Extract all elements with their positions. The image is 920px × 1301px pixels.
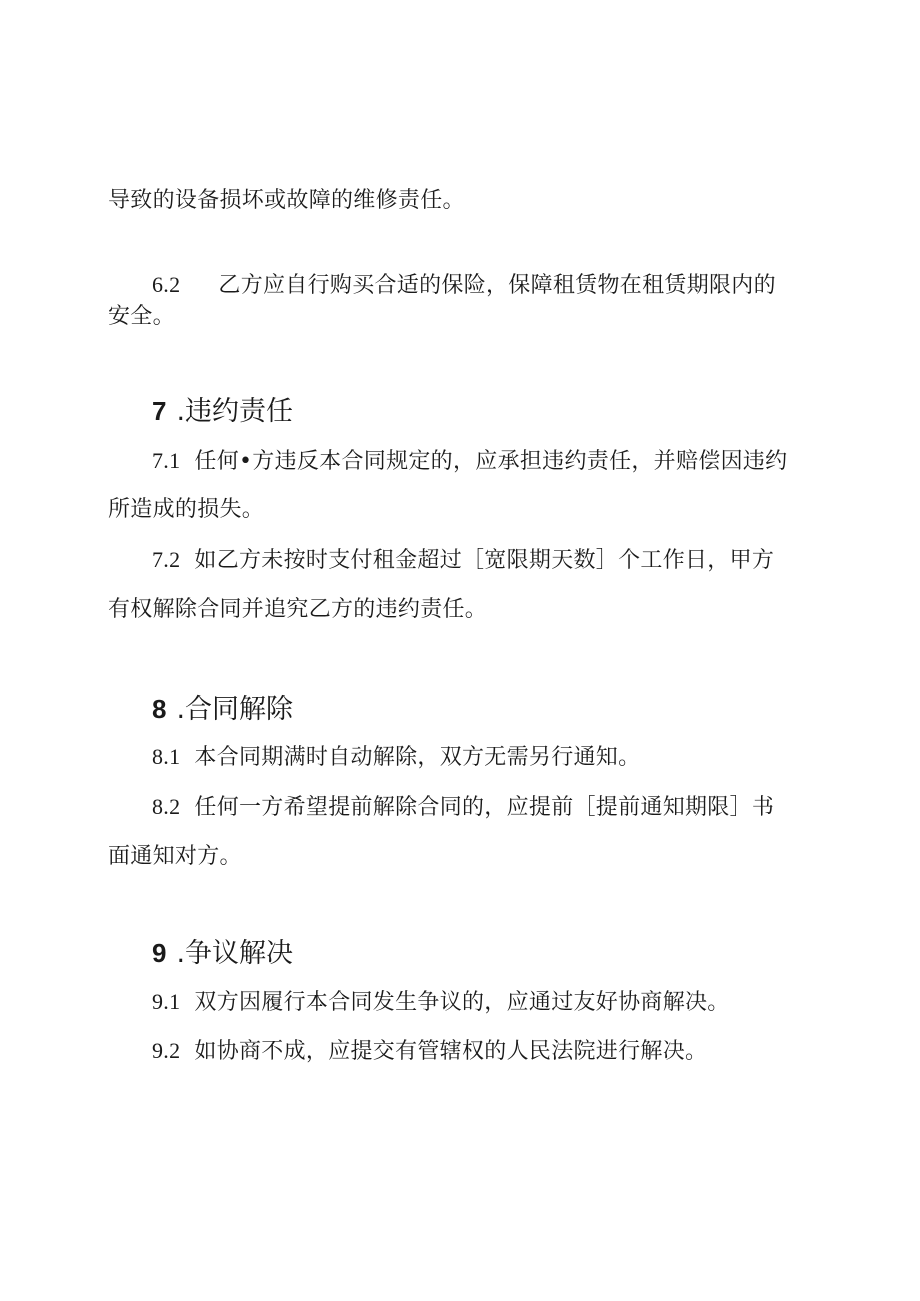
clause-9-1-line1 — [152, 985, 730, 1020]
heading-number: 8 — [152, 694, 167, 724]
clause-number: 8.2 — [152, 794, 181, 819]
clause-number: 8.1 — [152, 744, 181, 769]
clause-8-2-line2 — [108, 840, 242, 874]
clause-text: 任何•方违反本合同规定的，应承担违约责任，并赔偿因违约 — [194, 449, 788, 474]
clause-8-2-line1 — [152, 790, 774, 825]
paragraph-continuation — [108, 184, 465, 218]
clause-text: 如协商不成，应提交有管辖权的人民法院进行解决。 — [194, 1039, 708, 1064]
clause-text: 双方因履行本合同发生争议的，应通过友好协商解决。 — [194, 990, 730, 1015]
clause-text: 任何一方希望提前解除合同的，应提前［提前通知期限］书 — [194, 795, 775, 820]
clause-text: 面通知对方。 — [108, 844, 242, 869]
heading-text: .争议解决 — [176, 938, 294, 969]
clause-7-1-line2 — [108, 493, 264, 527]
clause-9-2-line1 — [152, 1034, 707, 1069]
section-heading-9 — [152, 933, 293, 974]
clause-text: 如乙方未按时支付租金超过［宽限期天数］个工作日，甲方 — [194, 548, 775, 573]
clause-text: 所造成的损失。 — [108, 497, 265, 522]
clause-text: 乙方应自行购买合适的保险，保障租赁物在租赁期限内的 — [218, 273, 776, 298]
heading-text: .违约责任 — [176, 396, 294, 427]
clause-text: 安全。 — [108, 304, 175, 329]
heading-text: .合同解除 — [176, 694, 294, 725]
clause-7-1-line1 — [152, 444, 788, 479]
heading-number: 7 — [152, 396, 167, 426]
clause-number: 6.2 — [152, 272, 181, 297]
section-heading-7 — [152, 391, 293, 432]
heading-number: 9 — [152, 938, 167, 968]
clause-number: 7.1 — [152, 448, 181, 473]
clause-text: 本合同期满时自动解除，双方无需另行通知。 — [194, 745, 641, 770]
clause-6-2-line1 — [152, 268, 776, 303]
section-heading-8 — [152, 689, 293, 730]
clause-number: 7.2 — [152, 547, 181, 572]
clause-7-2-line2 — [108, 593, 487, 627]
clause-6-2-line2 — [108, 300, 175, 334]
clause-text: 有权解除合同并追究乙方的违约责任。 — [108, 597, 488, 622]
clause-number: 9.2 — [152, 1038, 181, 1063]
continuation-text: 导致的设备损坏或故障的维修责任。 — [108, 188, 465, 213]
clause-7-2-line1 — [152, 543, 774, 578]
clause-8-1-line1 — [152, 740, 640, 775]
clause-number: 9.1 — [152, 989, 181, 1014]
